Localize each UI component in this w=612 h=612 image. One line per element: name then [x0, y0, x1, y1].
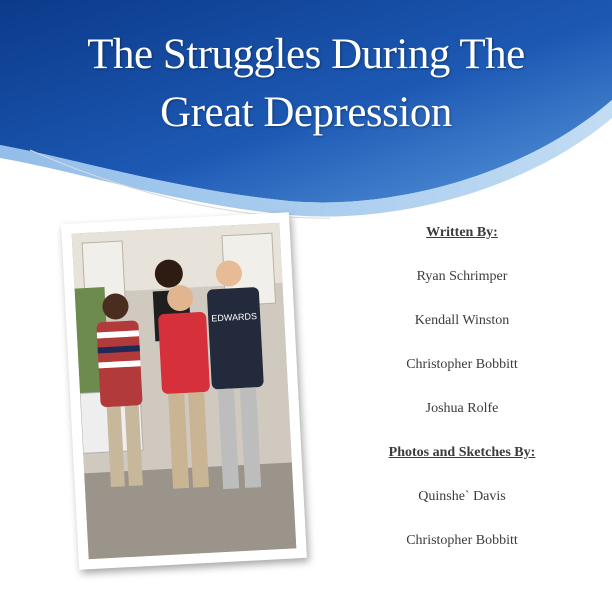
author-name: Ryan Schrimper [416, 269, 508, 284]
group-photo [72, 223, 297, 559]
sweater-text: EDWARDS [211, 311, 258, 324]
author-name: Kendall Winston [414, 313, 510, 328]
credits-section [372, 222, 552, 552]
photographer-name: Christopher Bobbitt [406, 533, 518, 548]
title-line-1: The Struggles During The [87, 31, 525, 78]
photographer-name: Quinshe` Davis [418, 489, 506, 504]
page-title [0, 26, 612, 142]
photo-frame [61, 212, 307, 569]
group-photo-icon [72, 223, 297, 559]
author-name: Joshua Rolfe [425, 401, 499, 416]
photos-heading: Photos and Sketches By: [388, 445, 536, 460]
author-name: Christopher Bobbitt [406, 357, 518, 372]
title-line-2: Great Depression [160, 89, 452, 136]
header-banner [0, 0, 612, 230]
written-by-heading: Written By: [426, 225, 498, 240]
